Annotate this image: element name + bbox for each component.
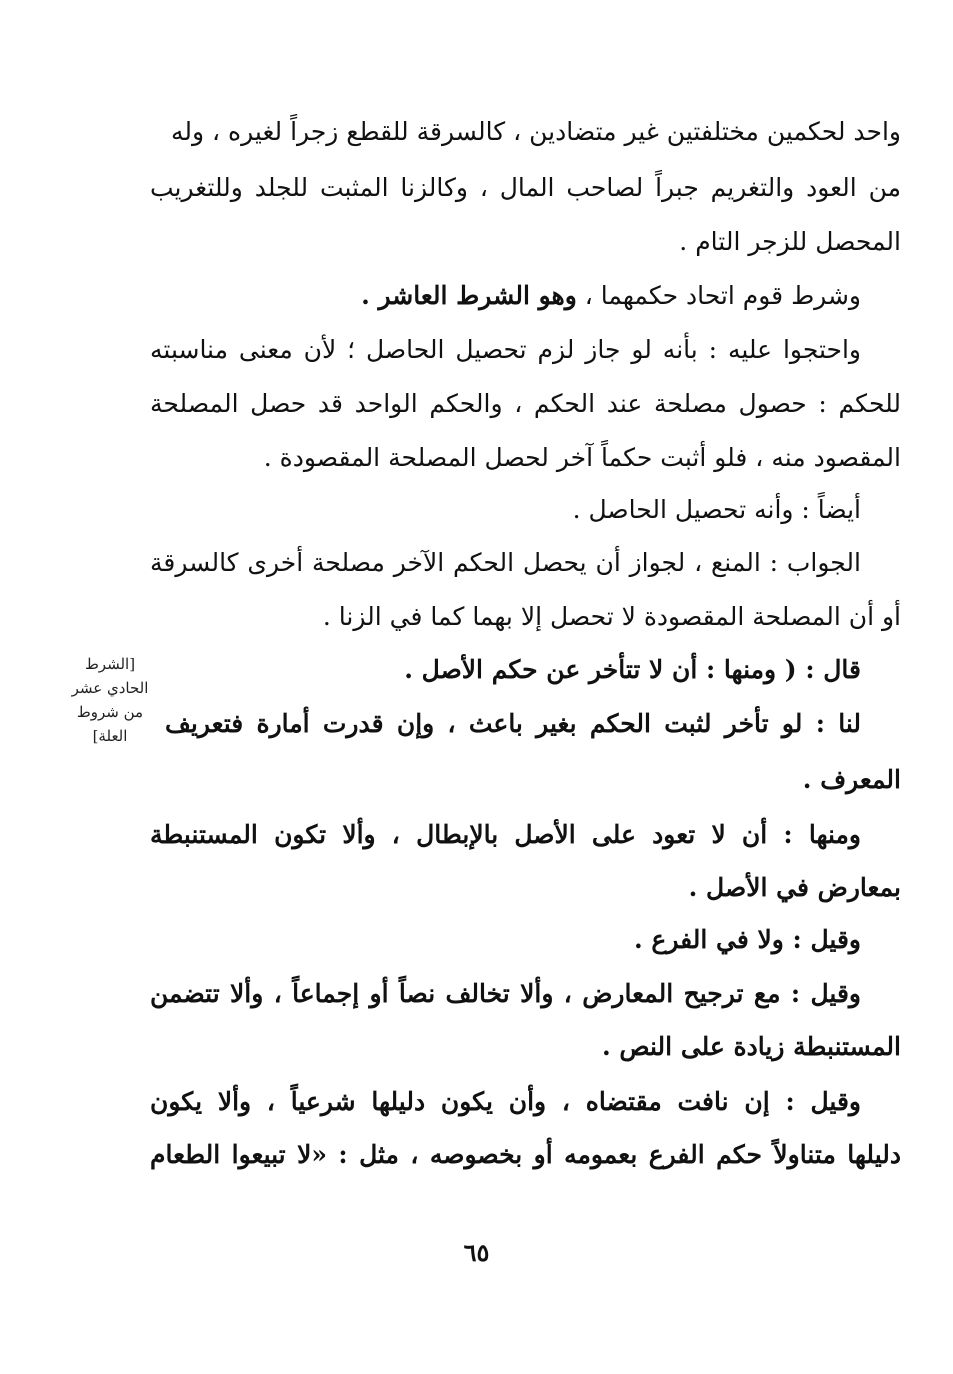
text-line-bold: المعرف .	[802, 765, 901, 794]
text-line: واحتجوا عليه : بأنه لو جاز لزم تحصيل الحاصل ؛ لأن معنى مناسبته	[150, 335, 861, 364]
bold-segment: وهو الشرط العاشر .	[361, 281, 577, 310]
margin-note-line: العلة]	[92, 727, 128, 745]
text-line: المحصل للزجر التام .	[679, 227, 901, 256]
text-line-bold: قال : ( ومنها : أن لا تتأخر عن حكم الأصل .	[404, 655, 861, 684]
text-line	[361, 276, 861, 316]
text-line-bold: وقيل : إن نافت مقتضاه ، وأن يكون دليلها شرعياً ، وألا يكون	[150, 1087, 861, 1116]
text-line-bold: وقيل : مع ترجيح المعارض ، وألا تخالف نصاً أو إجماعاً ، وألا تتضمن	[150, 979, 861, 1008]
text-line-bold: لنا : لو تأخر لثبت الحكم بغير باعث ، وإن قدرت أمارة فتعريف	[165, 709, 861, 738]
text-line: المقصود منه ، فلو أثبت حكماً آخر لحصل المصلحة المقصودة .	[263, 443, 901, 472]
text-line-bold: بمعارض في الأصل .	[688, 873, 901, 902]
page-number: ٦٥	[463, 1238, 490, 1267]
margin-note-line: من شروط	[76, 703, 144, 721]
text-line: أيضاً : وأنه تحصيل الحاصل .	[572, 495, 861, 524]
text-line-bold: ومنها : أن لا تعود على الأصل بالإبطال ، وألا تكون المستنبطة	[150, 820, 861, 849]
text-line-bold: المستنبطة زيادة على النص .	[601, 1032, 901, 1061]
text-line: أو أن المصلحة المقصودة لا تحصل إلا بهما كما في الزنا .	[322, 602, 901, 631]
margin-note-line: [الشرط	[84, 655, 136, 673]
text-line-bold: دليلها متناولاً حكم الفرع بعمومه أو بخصوصه ، مثل : «لا تبيعوا الطعام	[150, 1140, 901, 1169]
margin-note	[60, 652, 160, 748]
text-line: واحد لحكمين مختلفتين غير متضادين ، كالسرقة للقطع زجراً لغيره ، وله	[170, 117, 901, 146]
text-line: للحكم : حصول مصلحة عند الحكم ، والحكم الواحد قد حصل المصلحة	[150, 389, 901, 418]
margin-note-line: الحادي عشر	[71, 679, 149, 697]
text-line: من العود والتغريم جبراً لصاحب المال ، وكالزنا المثبت للجلد وللتغريب	[150, 173, 901, 202]
text-line-bold: وقيل : ولا في الفرع .	[634, 925, 861, 954]
text-segment: وشرط قوم اتحاد حكمهما ،	[584, 281, 861, 310]
text-line: الجواب : المنع ، لجواز أن يحصل الحكم الآخر مصلحة أخرى كالسرقة	[150, 548, 861, 577]
